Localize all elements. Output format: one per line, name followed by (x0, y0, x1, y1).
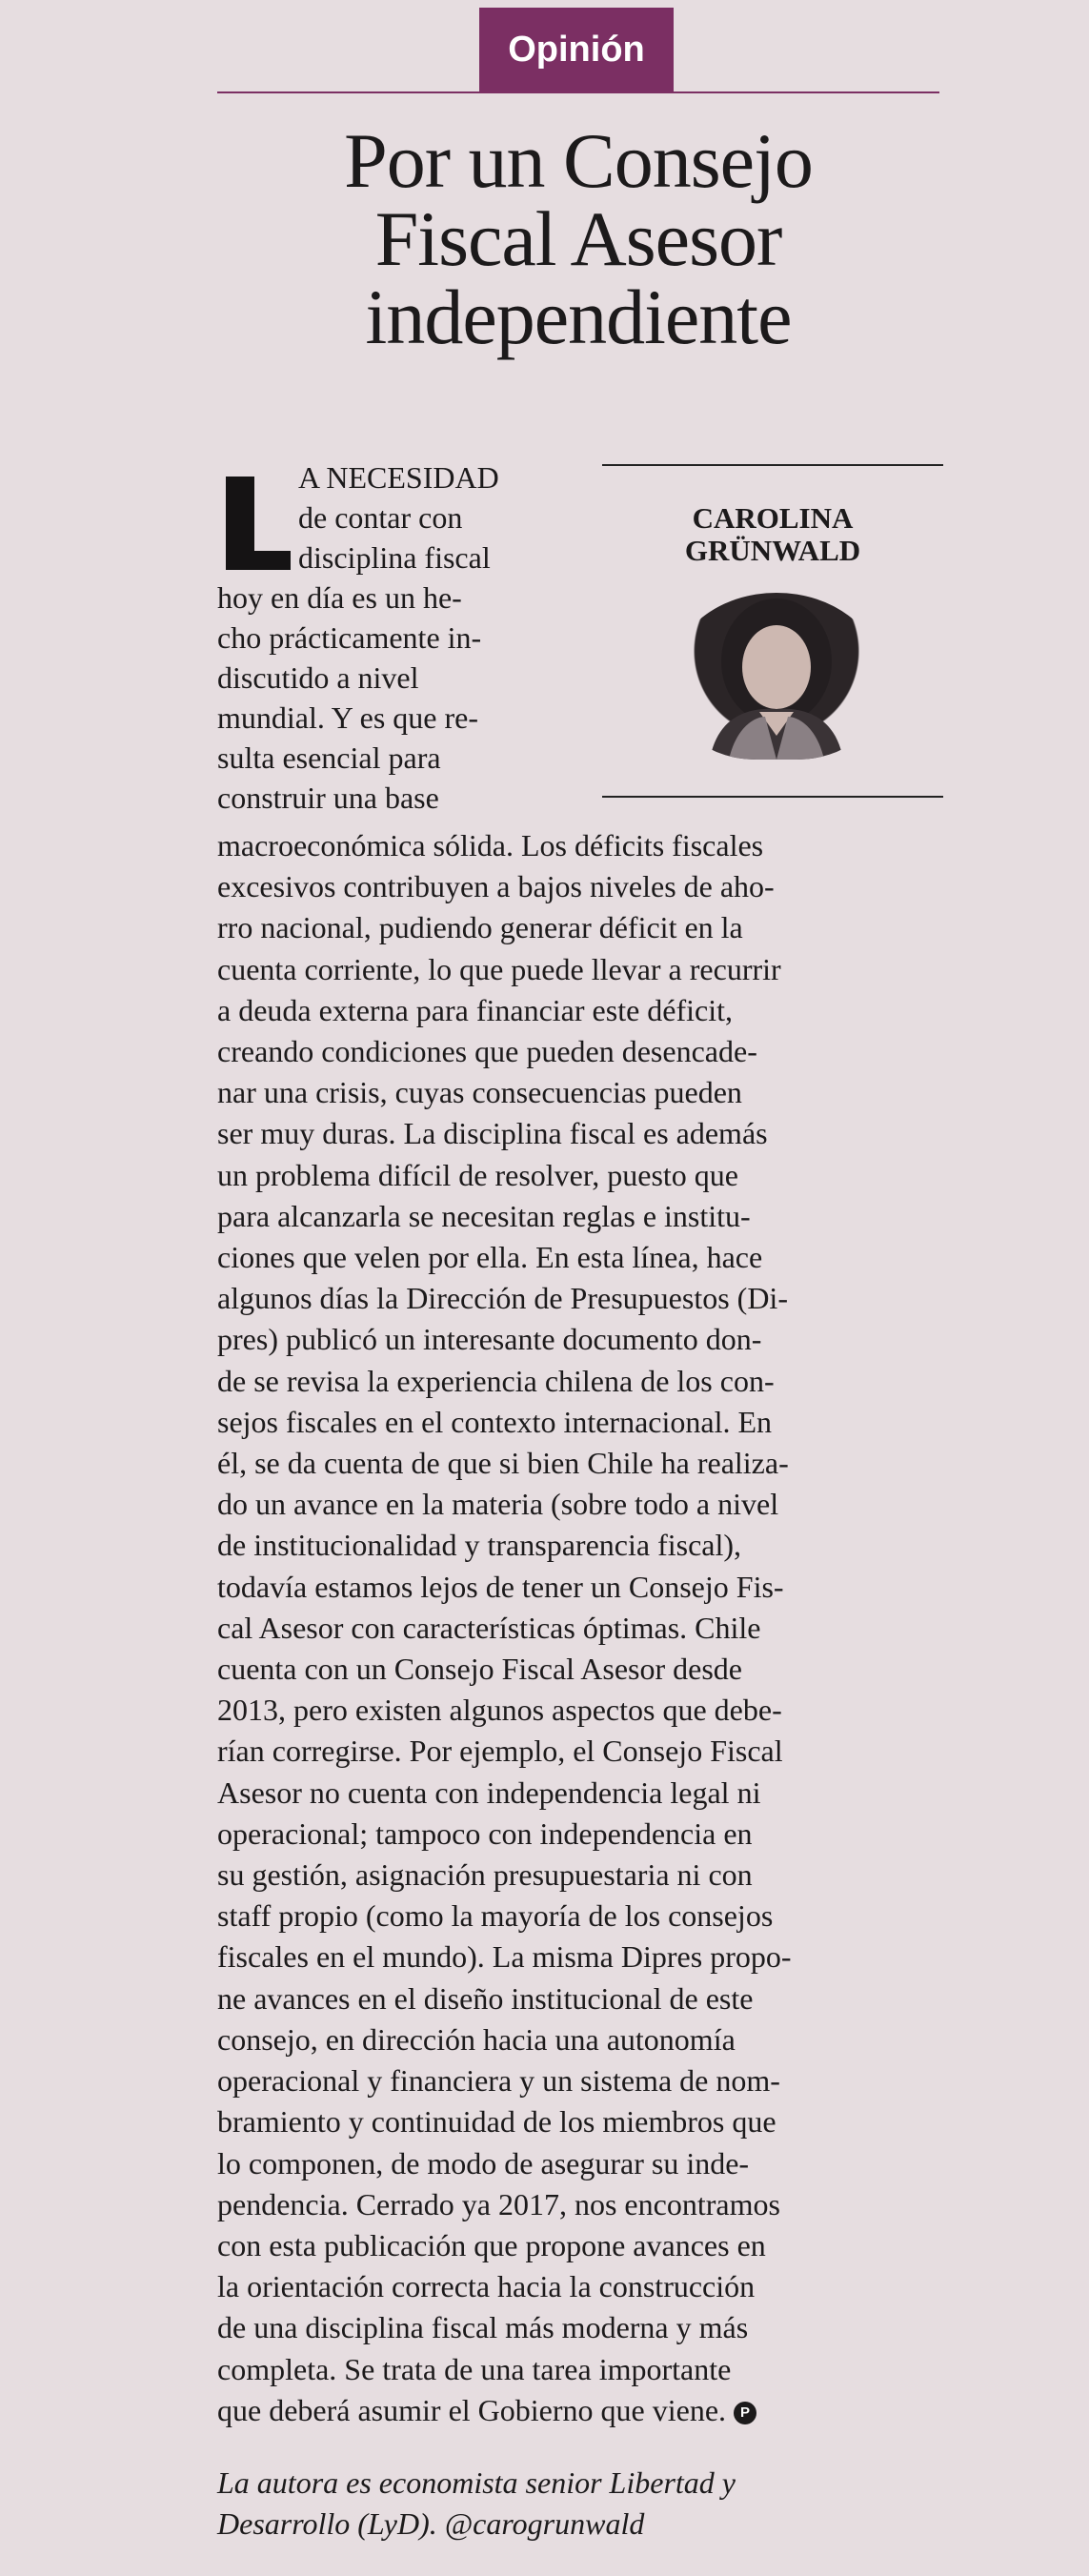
body-line: hoy en día es un he- (217, 580, 462, 615)
narrow-body (217, 578, 589, 818)
body-line: fiscales en el mundo). La misma Dipres propo- (217, 1939, 792, 1975)
author-rule-bottom (602, 796, 943, 798)
body-line: discutido a nivel (217, 660, 419, 695)
body-line: de se revisa la experiencia chilena de los con- (217, 1363, 775, 1398)
headline-line: Por un Consejo (344, 117, 813, 204)
drop-cap-letter-icon (222, 477, 291, 570)
body-line: rían corregirse. Por ejemplo, el Consejo Fiscal (217, 1734, 783, 1769)
body-line: pres) publicó un interesante documento don- (217, 1322, 762, 1357)
body-line: cuenta con un Consejo Fiscal Asesor desde (217, 1652, 742, 1687)
body-line: un problema difícil de resolver, puesto que (217, 1157, 738, 1192)
body-line: construir una base (217, 781, 439, 815)
body-line: sejos fiscales en el contexto internacional. En (217, 1404, 773, 1439)
author-rule-top (602, 464, 943, 466)
article-body (217, 825, 941, 2431)
body-line: operacional y financiera y un sistema de nom- (217, 2063, 780, 2099)
body-line: staff propio (como la mayoría de los consejos (217, 1898, 774, 1934)
body-line: consejo, en dirección hacia una autonomía (217, 2021, 736, 2057)
body-line: a deuda externa para financiar este déficit, (217, 992, 734, 1027)
body-line: completa. Se trata de una tarea importante (217, 2351, 732, 2386)
body-line: todavía estamos lejos de tener un Consejo Fis- (217, 1569, 784, 1604)
footnote-line: La autora es economista senior Libertad y (217, 2465, 736, 2500)
body-line: 2013, pero existen algunos aspectos que debe- (217, 1693, 782, 1728)
body-line: nar una crisis, cuyas consecuencias pueden (217, 1075, 742, 1110)
headline-line: Fiscal Asesor (374, 195, 782, 282)
lead-line: A NECESIDAD (298, 460, 499, 495)
author-name-line: GRÜNWALD (684, 534, 861, 567)
author-box (602, 464, 943, 798)
body-line: Asesor no cuenta con independencia legal ni (217, 1775, 761, 1810)
section-rule (217, 91, 939, 93)
drop-cap (222, 477, 291, 570)
headline-line: independiente (365, 274, 792, 360)
headline (217, 117, 939, 360)
end-mark-icon: P (734, 2402, 756, 2424)
body-line: sulta esencial para (217, 740, 441, 775)
section-tag: Opinión (479, 8, 674, 91)
body-line: su gestión, asignación presupuestaria ni con (217, 1857, 753, 1893)
author-name (602, 502, 943, 567)
body-line: con esta publicación que propone avances en (217, 2227, 766, 2262)
body-line: cuenta corriente, lo que puede llevar a recurrir (217, 951, 781, 986)
body-line (217, 2390, 941, 2431)
author-portrait-icon (672, 593, 881, 760)
body-line: macroeconómica sólida. Los déficits fiscales (217, 828, 764, 862)
body-line: creando condiciones que pueden desencade- (217, 1034, 757, 1069)
body-line: ne avances en el diseño institucional de este (217, 1980, 754, 2016)
body-line: excesivos contribuyen a bajos niveles de aho- (217, 869, 775, 904)
body-line: bramiento y continuidad de los miembros que (217, 2104, 776, 2140)
footnote-line: Desarrollo (LyD). @carogrunwald (217, 2506, 645, 2541)
body-line-text: que deberá asumir el Gobierno que viene. (217, 2392, 727, 2427)
body-line: de institucionalidad y transparencia fiscal), (217, 1528, 742, 1563)
body-line: ser muy duras. La disciplina fiscal es además (217, 1116, 768, 1151)
body-line: pendencia. Cerrado ya 2017, nos encontramos (217, 2186, 780, 2221)
body-line: para alcanzarla se necesitan reglas e institu- (217, 1198, 751, 1233)
body-line: mundial. Y es que re- (217, 700, 478, 735)
body-line: la orientación correcta hacia la construcción (217, 2269, 756, 2304)
lead-line: de contar con (298, 500, 463, 535)
body-line: de una disciplina fiscal más moderna y más (217, 2310, 749, 2345)
body-line: cho prácticamente in- (217, 620, 482, 655)
body-line: lo componen, de modo de asegurar su inde- (217, 2145, 750, 2180)
author-name-line: CAROLINA (692, 501, 854, 535)
body-line: do un avance en la materia (sobre todo a nivel (217, 1487, 779, 1522)
lead-line: disciplina fiscal (298, 540, 491, 575)
body-line: cal Asesor con características óptimas. Chile (217, 1610, 761, 1645)
author-photo (672, 593, 881, 760)
body-line: operacional; tampoco con independencia en (217, 1815, 753, 1851)
body-line: ciones que velen por ella. En esta línea, hace (217, 1240, 763, 1275)
body-line: él, se da cuenta de que si bien Chile ha realiza- (217, 1446, 789, 1481)
lead-lines (298, 457, 584, 578)
body-line: rro nacional, pudiendo generar déficit en la (217, 910, 743, 945)
body-line: algunos días la Dirección de Presupuestos (Di- (217, 1281, 788, 1316)
author-footnote (217, 2463, 941, 2545)
